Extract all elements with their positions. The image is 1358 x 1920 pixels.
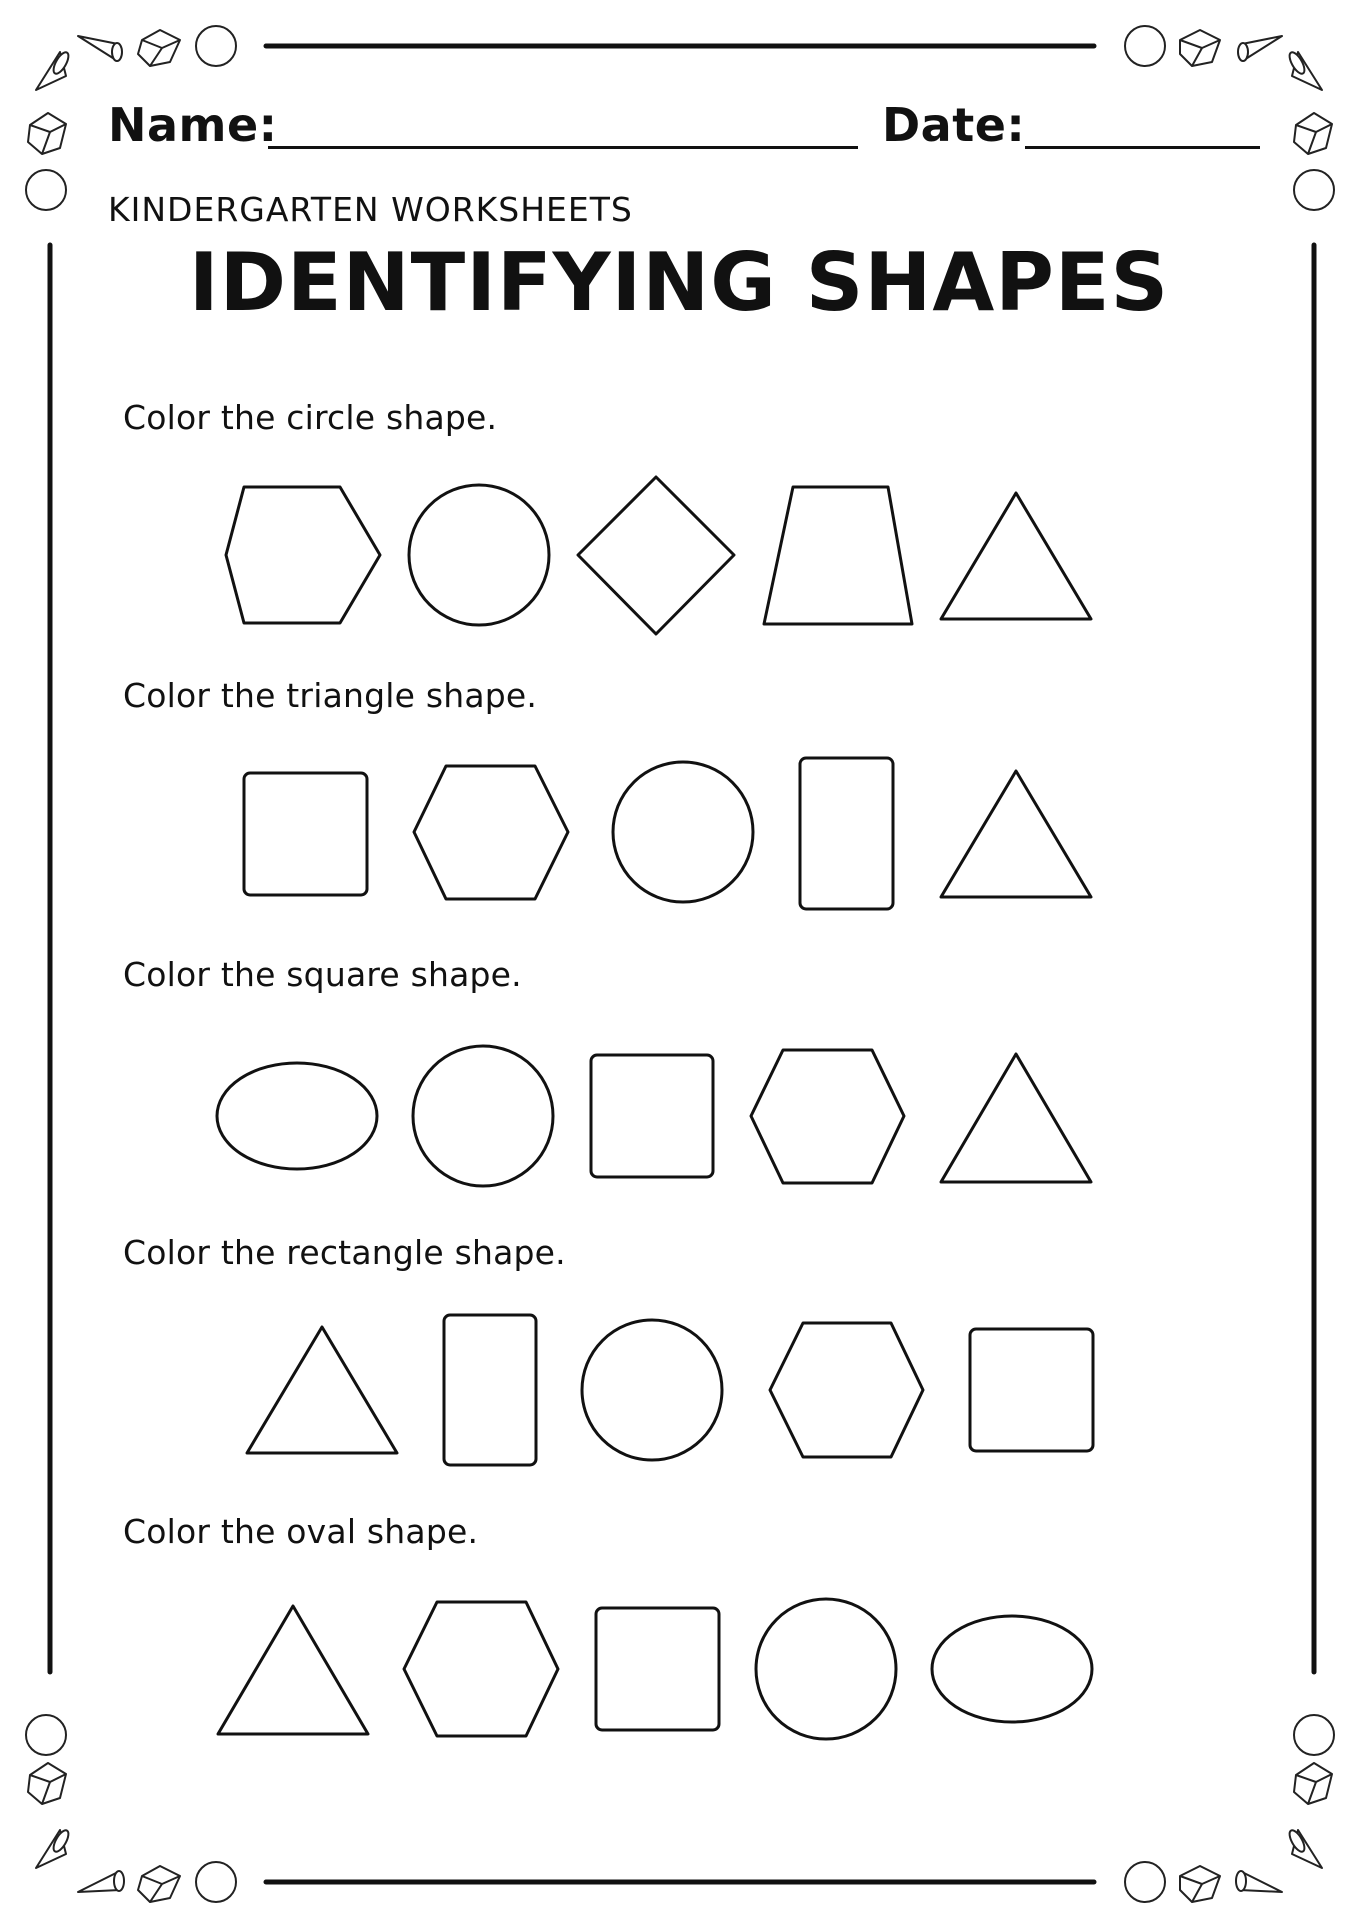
circle-shape[interactable] [756, 1599, 896, 1739]
cube-icon [28, 113, 66, 154]
square-shape[interactable] [591, 1055, 713, 1177]
name-label: Name: [108, 98, 278, 152]
triangle-shape[interactable] [941, 493, 1091, 619]
page-title: IDENTIFYING SHAPES [188, 236, 1170, 329]
cone-icon [1238, 36, 1282, 61]
corner-decoration-top-left [26, 26, 236, 210]
circle-icon [1125, 26, 1165, 66]
shape-row-4 [247, 1315, 1093, 1465]
instruction-rectangle: Color the rectangle shape. [123, 1233, 566, 1272]
square-shape[interactable] [596, 1608, 719, 1730]
cube-icon [1294, 1763, 1332, 1804]
shape-row-1 [226, 477, 1091, 634]
circle-icon [26, 170, 66, 210]
shape-row-3 [217, 1046, 1091, 1186]
instruction-triangle: Color the triangle shape. [123, 676, 538, 715]
triangle-shape[interactable] [218, 1606, 368, 1734]
shape-row-5 [218, 1599, 1092, 1739]
cube-icon [1180, 30, 1220, 66]
cone-icon [78, 1871, 124, 1892]
circle-icon [1294, 1715, 1334, 1755]
hexagon-shape[interactable] [404, 1602, 558, 1736]
instruction-circle: Color the circle shape. [123, 398, 498, 437]
circle-icon [1294, 170, 1334, 210]
cone-icon [1236, 1871, 1282, 1892]
square-shape[interactable] [970, 1329, 1093, 1451]
corner-decoration-bottom-left [26, 1715, 236, 1902]
triangle-shape[interactable] [941, 771, 1091, 897]
shape-row-2 [244, 758, 1091, 909]
diamond-shape[interactable] [578, 477, 734, 634]
oval-shape[interactable] [217, 1063, 377, 1169]
instruction-oval: Color the oval shape. [123, 1512, 479, 1551]
triangle-shape[interactable] [941, 1054, 1091, 1182]
circle-icon [26, 1715, 66, 1755]
circle-icon [196, 26, 236, 66]
circle-icon [196, 1862, 236, 1902]
cone-icon [1287, 50, 1322, 90]
oval-shape[interactable] [932, 1616, 1092, 1722]
cube-icon [138, 1866, 180, 1902]
corner-decoration-bottom-right [1125, 1715, 1334, 1902]
triangle-shape[interactable] [247, 1327, 397, 1453]
cube-icon [1180, 1866, 1220, 1902]
hexagon-shape[interactable] [770, 1323, 923, 1457]
hexagon-shape[interactable] [226, 487, 380, 623]
cone-icon [78, 36, 122, 61]
trapezoid-shape[interactable] [764, 487, 912, 624]
rectangle-shape[interactable] [444, 1315, 536, 1465]
cone-icon [1287, 1828, 1322, 1868]
rectangle-shape[interactable] [800, 758, 893, 909]
worksheet-category: KINDERGARTEN WORKSHEETS [108, 190, 633, 229]
cone-icon [36, 1828, 71, 1868]
circle-icon [1125, 1862, 1165, 1902]
circle-shape[interactable] [613, 762, 753, 902]
date-label: Date: [882, 98, 1026, 152]
circle-shape[interactable] [409, 485, 549, 625]
cone-icon [36, 50, 71, 90]
hexagon-shape[interactable] [751, 1050, 904, 1183]
cube-icon [138, 30, 180, 66]
circle-shape[interactable] [413, 1046, 553, 1186]
corner-decoration-top-right [1125, 26, 1334, 210]
cube-icon [1294, 113, 1332, 154]
cube-icon [28, 1763, 66, 1804]
square-shape[interactable] [244, 773, 367, 895]
instruction-square: Color the square shape. [123, 955, 522, 994]
hexagon-shape[interactable] [414, 766, 568, 899]
circle-shape[interactable] [582, 1320, 722, 1460]
